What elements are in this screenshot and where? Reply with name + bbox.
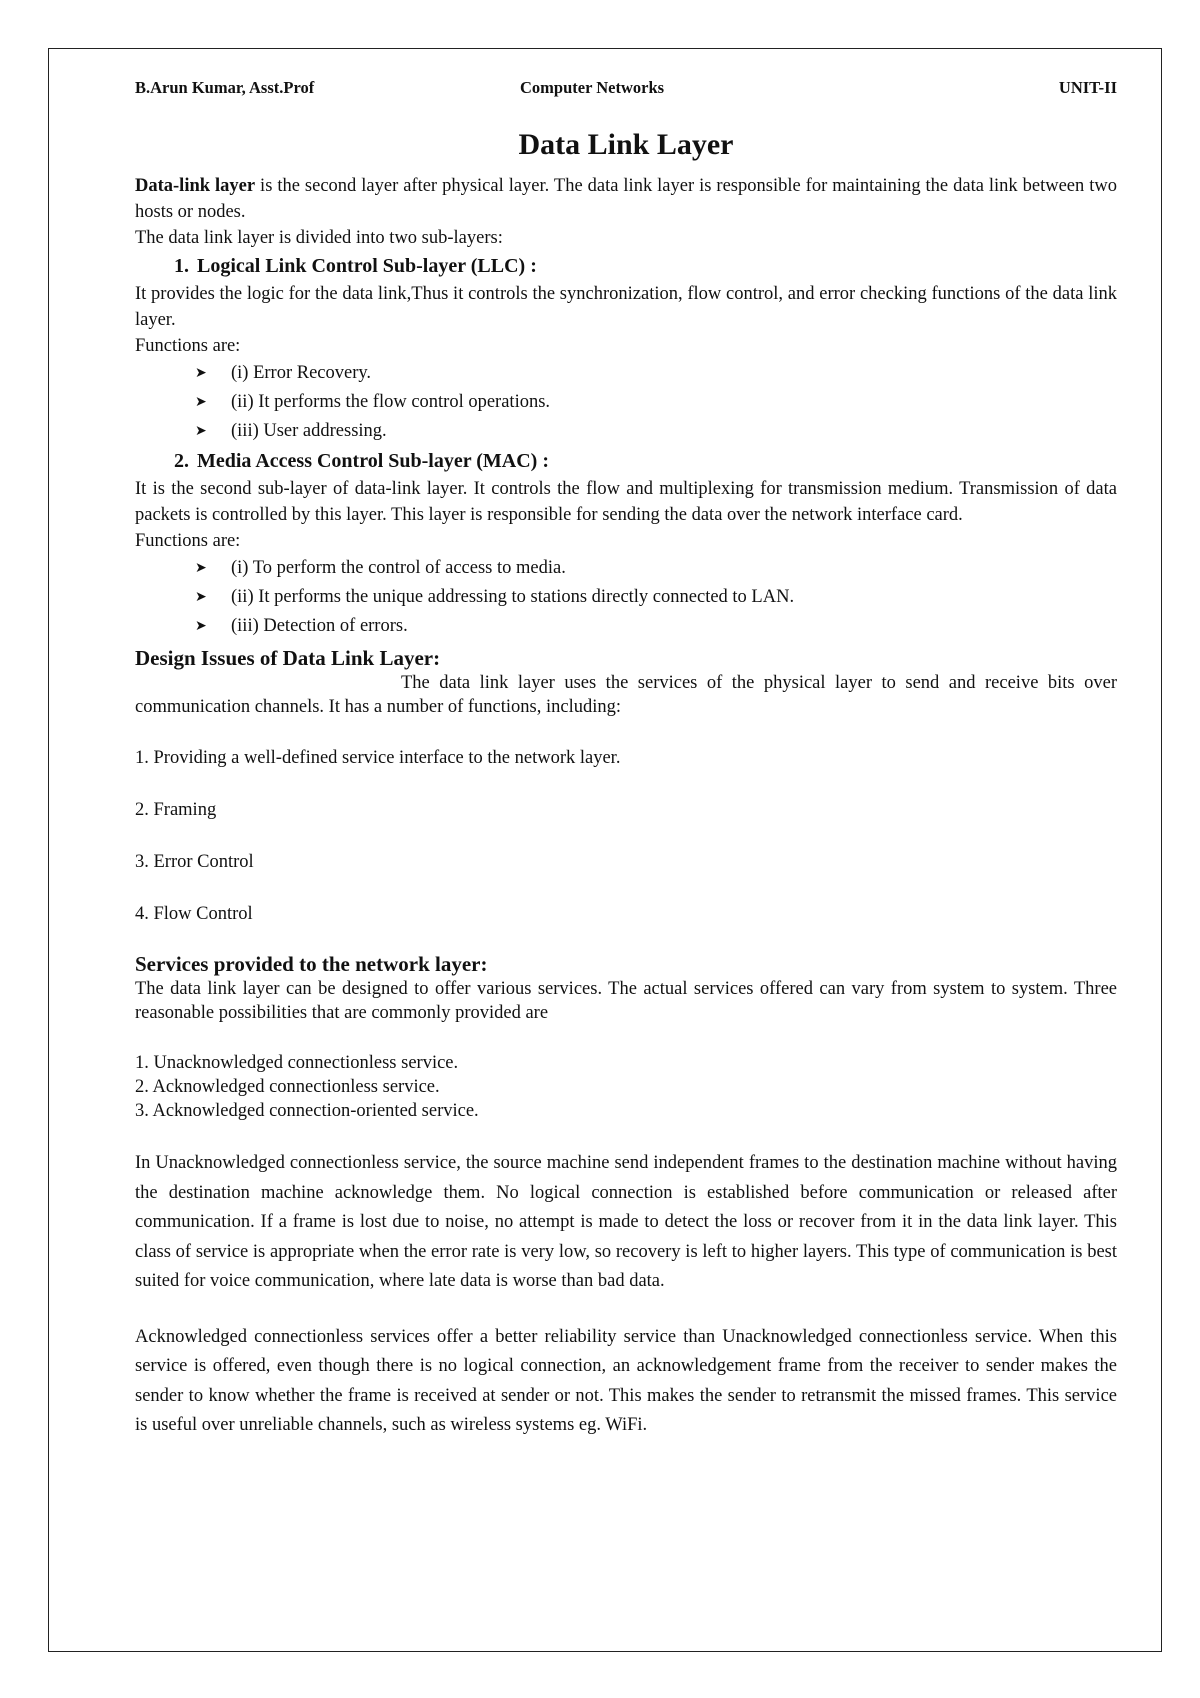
header-unit: UNIT-II [1058,78,1117,97]
list-item: 1. Providing a well-defined service interface to the network layer. [135,748,621,768]
list-item: 4. Flow Control [135,904,253,924]
list-item-text: (i) Error Recovery. [231,363,372,383]
list-item [195,583,1117,612]
list-item: 2. Acknowledged connectionless service. [135,1077,440,1097]
mac-function-list [135,554,1117,641]
header-author: B.Arun Kumar, Asst.Prof [135,78,315,97]
list-item-text: (ii) It performs the flow control operations. [231,392,551,412]
list-item: 1. Unacknowledged connectionless service. [135,1053,459,1073]
acknowledged-paragraph: Acknowledged connectionless services offer a better reliability service than Unacknowledged connectionless service. When this service is offered, even though there is no logical connection, an acknowledgement frame from the receiver to sender makes the sender to know whether the frame is received at sender or not. This makes the sender to retransmit the missed frames. This service is useful over unreliable channels, such as wireless systems eg. WiFi. [135,1326,1117,1435]
arrow-bullet-icon: ➤ [195,424,207,439]
llc-description: It provides the logic for the data link,Thus it controls the synchronization, flow control, and error checking functions of the data link layer. [135,284,1117,330]
list-item-text: (i) To perform the control of access to media. [231,558,566,578]
arrow-bullet-icon: ➤ [195,395,207,410]
arrow-bullet-icon: ➤ [195,366,207,381]
llc-functions-label: Functions are: [135,336,241,356]
list-item: 2. Framing [135,800,217,820]
llc-function-list [135,359,1117,446]
list-item [195,417,1117,446]
unacknowledged-paragraph: In Unacknowledged connectionless service, the source machine send independent frames to the destination machine without having the destination machine acknowledge them. No logical connection is established before communication or released after communication. If a frame is lost due to noise, no attempt is made to detect the loss or recover from it in the data link layer. This class of service is appropriate when the error rate is very low, so recovery is left to higher layers. This type of communication is best suited for voice communication, where late data is worse than bad data. [135,1153,1117,1291]
llc-number: 1. [174,255,189,277]
header-subject: Computer Networks [520,78,665,97]
list-item-text: (ii) It performs the unique addressing to stations directly connected to LAN. [231,587,795,607]
mac-heading [135,446,1117,476]
mac-functions-label: Functions are: [135,531,241,551]
services-text: The data link layer can be designed to offer various services. The actual services offered can vary from system to system. Three reasonable possibilities that are commonly provided are [135,979,1117,1023]
arrow-bullet-icon: ➤ [195,619,207,634]
page-content [135,75,1117,1441]
services-heading: Services provided to the network layer: [135,952,488,976]
mac-number: 2. [174,450,189,472]
document-page [48,48,1162,1652]
list-item [195,388,1117,417]
services-list [135,1051,1117,1123]
arrow-bullet-icon: ➤ [195,561,207,576]
page-title: Data Link Layer [518,128,734,161]
llc-heading-text: Logical Link Control Sub-layer (LLC) : [197,255,537,277]
intro-paragraph [135,173,1117,225]
list-item-text: (iii) Detection of errors. [231,616,408,636]
list-item: 3. Acknowledged connection-oriented service. [135,1101,479,1121]
llc-heading [135,251,1117,281]
arrow-bullet-icon: ➤ [195,590,207,605]
intro-bold-lead: Data-link layer [135,176,256,196]
mac-heading-text: Media Access Control Sub-layer (MAC) : [197,450,549,472]
intro-divided: The data link layer is divided into two sub-layers: [135,228,503,248]
list-item-text: (iii) User addressing. [231,421,387,441]
running-header [135,75,1117,105]
intro-text: is the second layer after physical layer. The data link layer is responsible for maintaining the data link between two hosts or nodes. [135,176,1117,222]
list-item [195,612,1117,641]
design-issues-list [135,745,1117,927]
list-item: 3. Error Control [135,852,254,872]
mac-description: It is the second sub-layer of data-link layer. It controls the flow and multiplexing for transmission medium. Transmission of data packets is controlled by this layer. This layer is responsible for sending the data over the network interface card. [135,479,1117,525]
list-item [195,359,1117,388]
list-item [195,554,1117,583]
design-issues-heading: Design Issues of Data Link Layer: [135,646,441,670]
design-issues-text: The data link layer uses the services of the physical layer to send and receive bits over communication channels. It has a number of functions, including: [135,673,1117,717]
